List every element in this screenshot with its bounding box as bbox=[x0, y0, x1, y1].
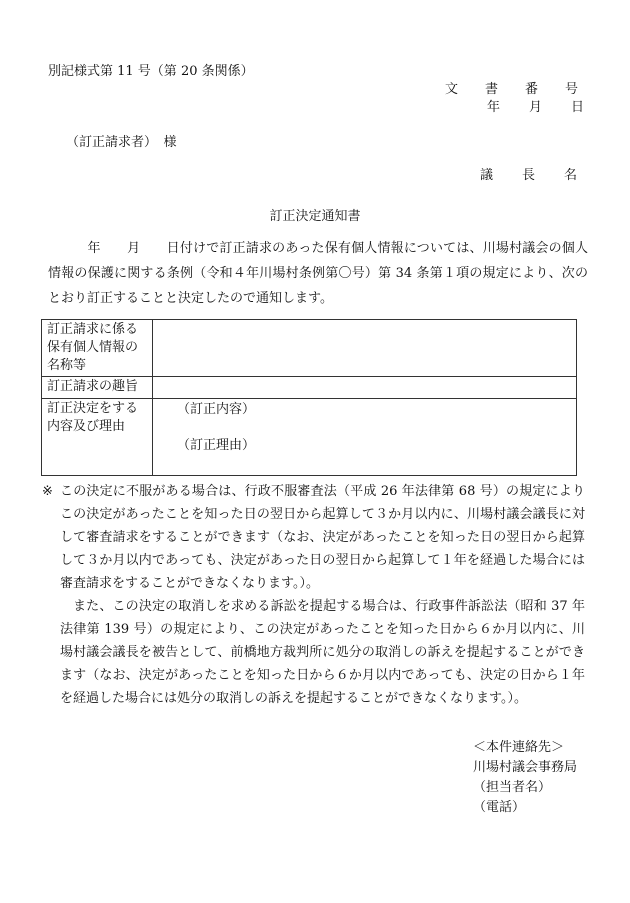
chair-name: 議 長 名 bbox=[479, 168, 585, 183]
contact-block bbox=[473, 738, 577, 818]
correction-reason-label: （訂正理由） bbox=[177, 438, 256, 453]
document-title: 訂正決定通知書 bbox=[269, 209, 361, 224]
form-reference: 別記様式第 11 号（第 20 条関係） bbox=[48, 64, 254, 79]
document-number: 文 書 番 号 bbox=[444, 82, 585, 97]
document-date: 年 月 日 bbox=[486, 100, 585, 115]
table-row bbox=[42, 320, 577, 377]
row-label-request-purpose: 訂正請求の趣旨 bbox=[42, 377, 153, 399]
row-label-info-name: 訂正請求に係る保有個人情報の名称等 bbox=[42, 320, 153, 377]
note-mark: ※ bbox=[42, 484, 53, 499]
decision-table bbox=[41, 319, 577, 476]
row-value-info-name bbox=[153, 320, 577, 377]
contact-phone: （電話） bbox=[472, 800, 525, 815]
note-paragraph-lawsuit: また、この決定の取消しを求める訴訟を提起する場合は、行政事件訴訟法（昭和 37 年法律第 139 号）の規定により、この決定があったことを知った日から６か月以内に、川場村議会議長を被告として、前橋地方裁判所に処分の取消しの訴えを提起することができます（なお、決定があったことを知った日から６か月以内であっても、決定の日から１年を経過した場合には処分の取消しの訴えを提起することができなくなります。）。 bbox=[60, 599, 585, 706]
contact-office: 川場村議会事務局 bbox=[472, 760, 577, 775]
table-row bbox=[42, 399, 577, 476]
table-row bbox=[42, 377, 577, 399]
row-value-decision-reason bbox=[153, 399, 577, 476]
notes-section bbox=[42, 480, 585, 710]
row-label-decision-reason: 訂正決定をする内容及び理由 bbox=[42, 399, 153, 476]
contact-heading: ＜本件連絡先＞ bbox=[472, 740, 564, 755]
addressee: （訂正請求者） 様 bbox=[66, 135, 177, 150]
contact-person: （担当者名） bbox=[472, 780, 551, 795]
intro-paragraph: 年 月 日付けで訂正請求のあった保有個人情報については、川場村議会の個人情報の保護に関する条例（令和４年川場村条例第〇号）第 34 条第１項の規定により、次のとおり訂正することと決定したので通知します。 bbox=[48, 241, 588, 306]
row-value-request-purpose bbox=[153, 377, 577, 399]
correction-content-label: （訂正内容） bbox=[177, 402, 256, 417]
note-paragraph-appeal: この決定に不服がある場合は、行政不服審査法（平成 26 年法律第 68 号）の規定によりこの決定があったことを知った日の翌日から起算して３か月以内に、川場村議会議長に対して審査請求をすることができます（なお、決定があったことを知った日の翌日から起算して３か月以内であっても、決定があった日の翌日から起算して１年を経過した場合には審査請求をすることができなくなります。）。 bbox=[60, 484, 585, 591]
